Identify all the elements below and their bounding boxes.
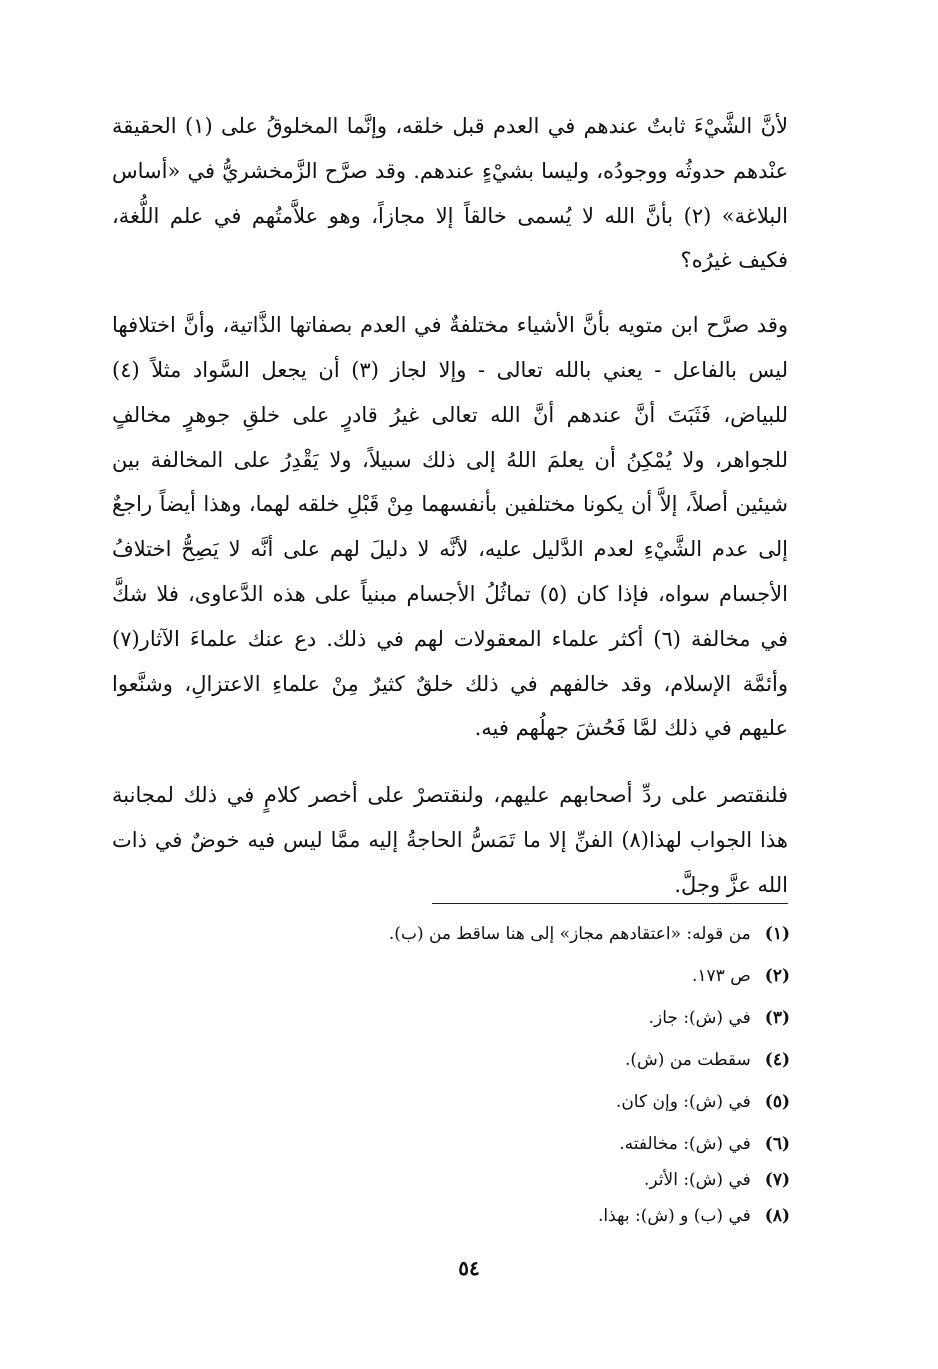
footnote-item — [270, 1009, 790, 1051]
page-number: ٥٤ — [458, 1256, 480, 1280]
footnote-number: (٣) — [764, 1008, 790, 1028]
footnote-item — [270, 925, 790, 967]
footnote-text: في (ش): جاز. — [648, 1008, 751, 1028]
footnote-text: ص ١٧٣. — [691, 966, 751, 986]
footnote-text: من قوله: «اعتقادهم مجاز» إلى هنا ساقط من (ب). — [388, 924, 751, 944]
footnote-number: (٤) — [764, 1050, 790, 1070]
footnote-number: (١) — [764, 924, 790, 944]
paragraph-1: لأنَّ الشَّيْءَ ثابتٌ عندهم في العدم قبل خلقه، وإنَّما المخلوقُ على (١) الحقيقة عنْدهم حدوثُه ووجودُه، وليسا بشيْءٍ عندهم. وقد صرَّح الزَّمخشريُّ في «أساس البلاغة» (٢) بأنَّ الله لا يُسمى خالقاً إلا مجازاً، وهو علاَّمتُهم في علم اللُّغة، فكيف غيرُه؟ — [112, 114, 788, 273]
body-text — [112, 104, 788, 924]
footnote-number: (٥) — [764, 1092, 790, 1112]
footnote-text: في (ش): الأثر. — [643, 1170, 751, 1190]
footnote-text: في (ش): مخالفته. — [619, 1134, 751, 1154]
footnote-number: (٧) — [764, 1170, 790, 1190]
footnote-number: (٨) — [764, 1206, 790, 1226]
footnote-text: في (ب) و (ش): بهذا. — [598, 1206, 751, 1226]
footnote-number: (٢) — [764, 966, 790, 986]
footnote-text: في (ش): وإن كان. — [615, 1092, 751, 1112]
paragraph-3: فلنقتصر على ردِّ أصحابهم عليهم، ولنقتصرْ على أخصر كلامٍ في ذلك لمجانبة هذا الجواب لهذا(٨) الفنِّ إلا ما تَمَسُّ الحاجةُ إليه ممَّا ليس فيه خوضٌ في ذات الله عزَّ وجلَّ. — [112, 783, 788, 897]
footnote-divider — [432, 903, 788, 904]
footnotes-list — [270, 925, 790, 1249]
footnote-item — [270, 1093, 790, 1135]
footnote-item — [270, 1051, 790, 1093]
paragraph-2: وقد صرَّح ابن متويه بأنَّ الأشياء مختلفةٌ في العدم بصفاتها الذَّاتية، وأنَّ اختلافها ليس بالفاعل - يعني بالله تعالى - وإلا لجاز (٣) أن يجعل السَّواد مثلاً (٤) للبياض، فَثَبَتَ أنَّ عندهم أنَّ الله تعالى غيرُ قادرٍ على خلقِ جوهرٍ مخالفٍ للجواهر، ولا يُمْكِنُ أن يعلمَ اللهُ إلى ذلك سبيلاً، ولا يَقْدِرُ على المخالفة بين شيئين أصلاً، إلاَّ أن يكونا مختلفين بأنفسهما مِنْ قَبْلِ خلقه لهما، وهذا أيضاً راجعٌ إلى عدم الشَّيْءِ لعدم الدَّليل عليه، لأنَّه لا دليلَ لهم على أنَّه لا يَصِحُّ اختلافُ الأجسام سواه، فإذا كان (٥) تماثُلُ الأجسام مبنياً على هذه الدَّعاوى، فلا شكَّ في مخالفة (٦) أكثر علماء المعقولات لهم في ذلك. دع عنك علماءَ الآثار(٧) وأئمَّة الإسلام، وقد خالفهم في ذلك خلقٌ كثيرٌ مِنْ علماءِ الاعتزالِ، وشنَّعوا عليهم في ذلك لمَّا فَحُشَ جهلُهم فيه. — [112, 313, 788, 741]
footnote-item — [270, 967, 790, 1009]
footnote-text: سقطت من (ش). — [625, 1050, 751, 1070]
footnote-item — [270, 1207, 790, 1249]
footnote-item — [270, 1171, 790, 1207]
footnote-number: (٦) — [764, 1134, 790, 1154]
footnote-item — [270, 1135, 790, 1171]
